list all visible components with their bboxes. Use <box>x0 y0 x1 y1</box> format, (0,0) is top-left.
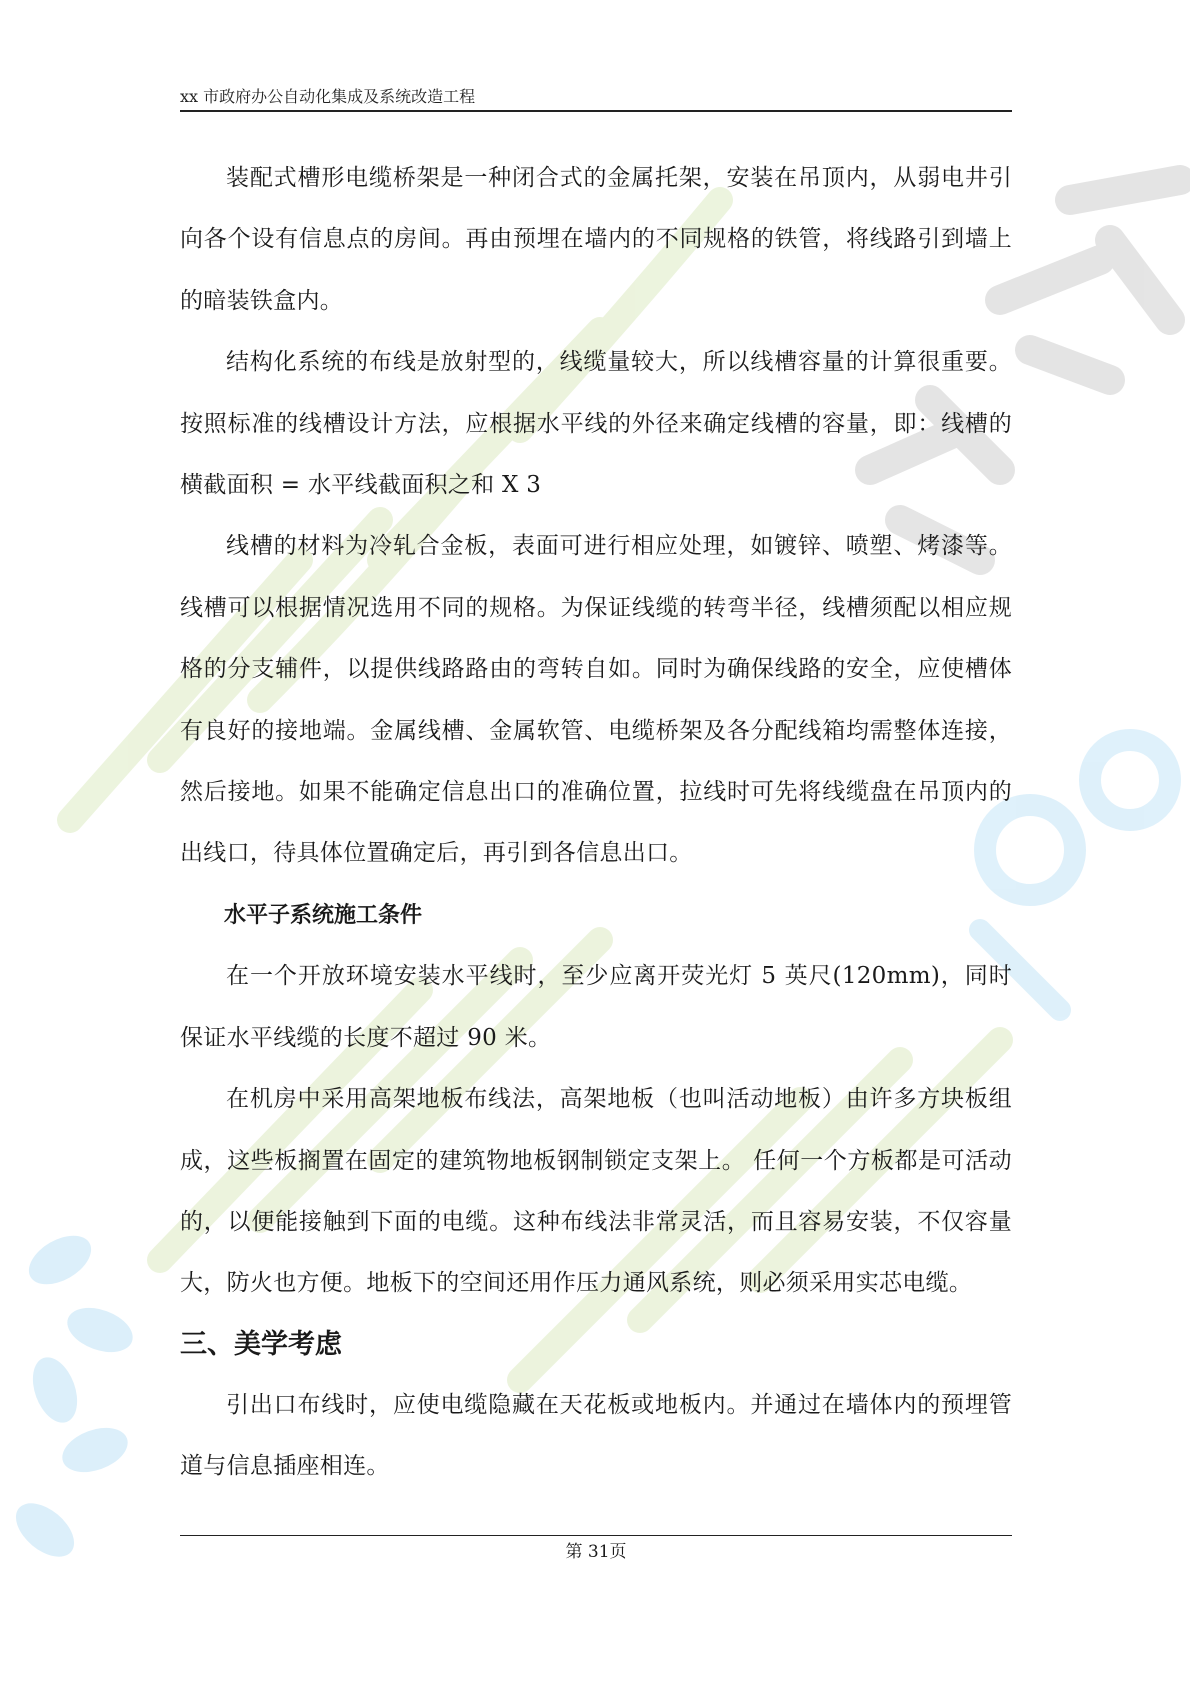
page-header: xx 市政府办公自动化集成及系统改造工程 <box>180 84 1012 112</box>
paragraph-cable-tray: 装配式槽形电缆桥架是一种闭合式的金属托架，安装在吊顶内，从弱电井引向各个设有信息点的房间。再由预埋在墙内的不同规格的铁管，将线路引到墙上的暗装铁盒内。 <box>180 165 1012 314</box>
subheading-construction-conditions: 水平子系统施工条件 <box>224 902 423 928</box>
paragraph-trunking-material: 线槽的材料为冷轧合金板，表面可进行相应处理，如镀锌、喷塑、烤漆等。线槽可以根据情况选用不同的规格。为保证线缆的转弯半径，线槽须配以相应规格的分支辅件，以提供线路路由的弯转自如。同时为确保线路的安全，应使槽体有良好的接地端。金属线槽、金属软管、电缆桥架及各分配线箱均需整体连接，然后接地。如果不能确定信息出口的准确位置，拉线时可先将线缆盘在吊顶内的出线口，待具体位置确定后，再引到各信息出口。 <box>180 533 1012 867</box>
paragraph-outlet-wiring: 引出口布线时，应使电缆隐藏在天花板或地板内。并通过在墙体内的预埋管道与信息插座相连。 <box>180 1391 1012 1480</box>
footer-divider <box>180 1535 1012 1536</box>
paragraph-horizontal-install: 在一个开放环境安装水平线时，至少应离开荧光灯 5 英尺(120mm)，同时保证水平线缆的长度不超过 90 米。 <box>180 963 1012 1051</box>
document-body <box>180 148 1012 1498</box>
paragraph-trunking-capacity: 结构化系统的布线是放射型的，线缆量较大，所以线槽容量的计算很重要。按照标准的线槽设计方法，应根据水平线的外径来确定线槽的容量，即：线槽的横截面积 = 水平线截面积之和 X 3 <box>180 349 1012 499</box>
section-heading-aesthetics: 三、美学考虑 <box>180 1328 342 1360</box>
paragraph-raised-floor: 在机房中采用高架地板布线法，高架地板（也叫活动地板）由许多方块板组成，这些板搁置在固定的建筑物地板钢制锁定支架上。 任何一个方板都是可活动的，以便能接触到下面的电缆。这种布线法非常灵活，而且容易安装，不仅容量大，防火也方便。地板下的空间还用作压力通风系统，则必须采用实芯电缆。 <box>180 1086 1012 1297</box>
page-number: 第 31页 <box>565 1542 627 1562</box>
